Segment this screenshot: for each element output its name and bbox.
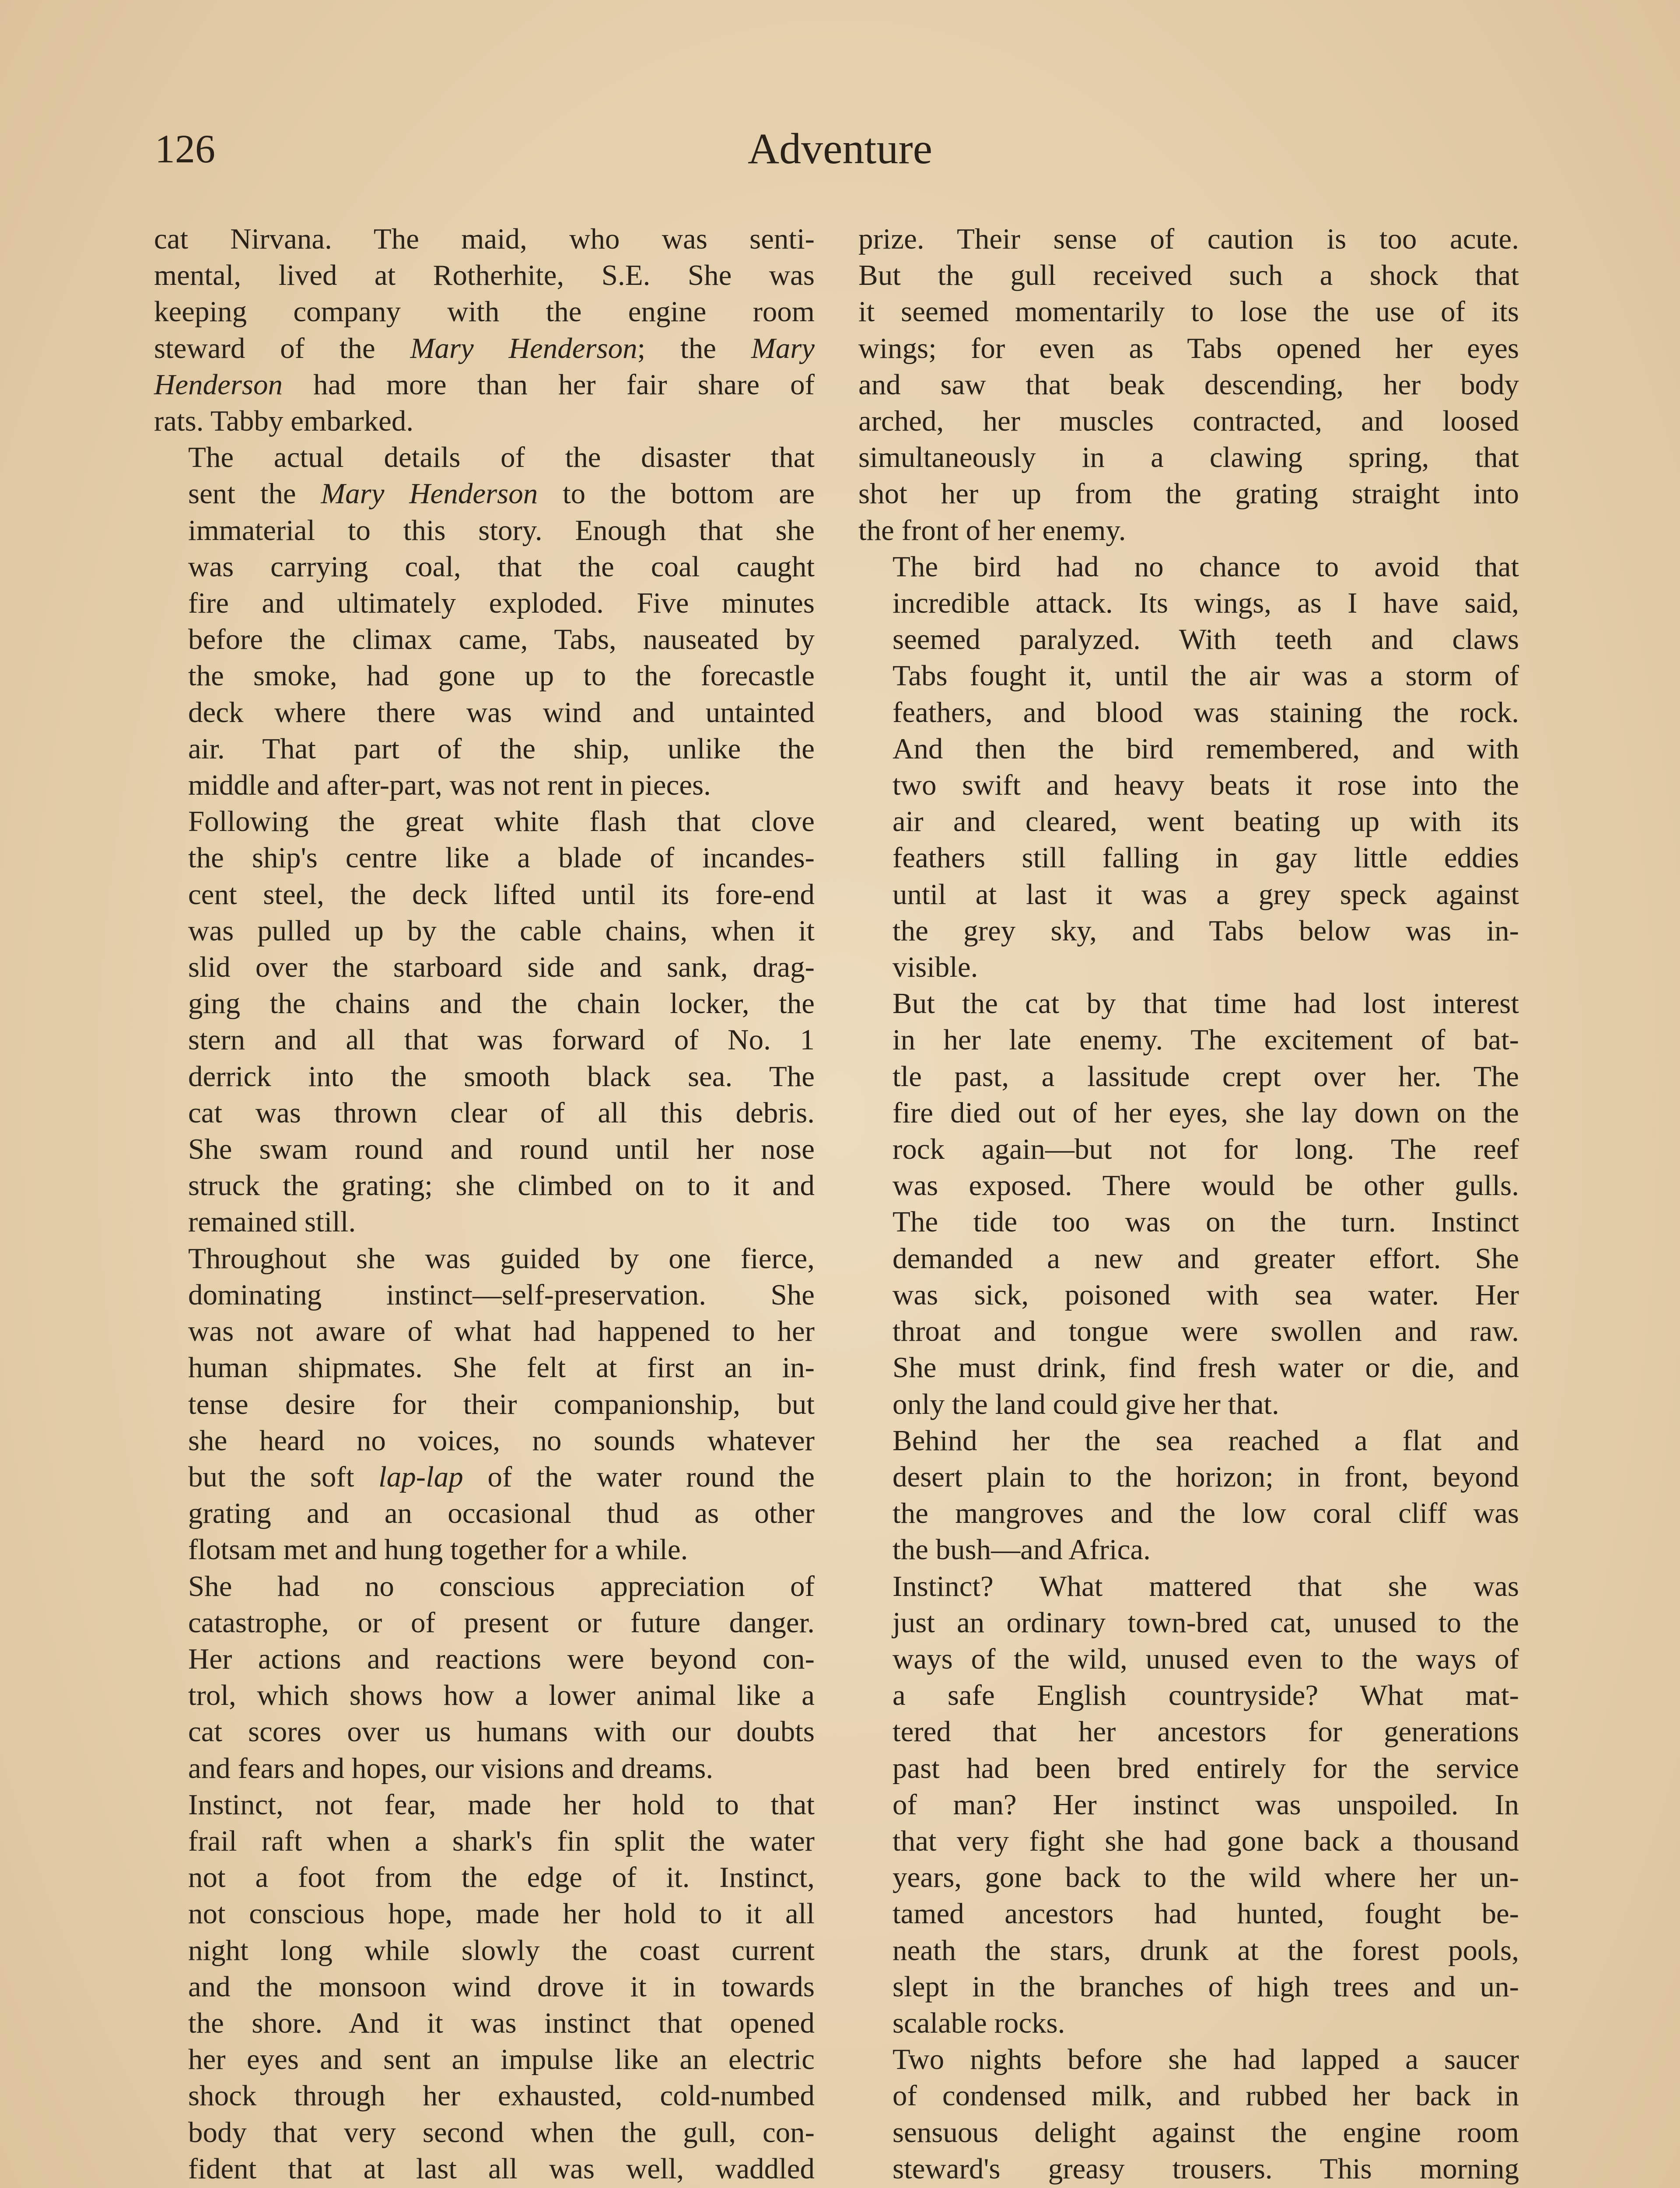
text-line: But the cat by that time had lost interest [892,987,1519,1020]
text-line: trol, which shows how a lower animal like a [188,1679,815,1712]
text-line: deck where there was wind and untainted [188,696,815,729]
text-line: cat was thrown clear of all this debris. [188,1096,815,1129]
paragraph [154,439,815,803]
text-line: seemed paralyzed. With teeth and claws [892,623,1519,656]
text-line: The tide too was on the turn. Instinct [892,1206,1519,1238]
text-line: rock again—but not for long. The reef [892,1133,1519,1166]
text-line: The bird had no chance to avoid that [892,550,1519,583]
text-line: tense desire for their companionship, but [188,1388,815,1420]
text-line: cent steel, the deck lifted until its fore-end [188,878,815,911]
text-line: night long while slowly the coast current [188,1934,815,1967]
text-line: was carrying coal, that the coal caught [188,550,815,583]
text-line: frail raft when a shark's fin split the water [188,1824,815,1857]
text-line: of man? Her instinct was unspoiled. In [892,1788,1519,1821]
text-line: feathers still falling in gay little eddies [892,842,1519,874]
text-line: cat Nirvana. The maid, who was senti- [154,223,815,255]
text-line: shot her up from the grating straight into [858,477,1519,510]
text-line: was pulled up by the cable chains, when it [188,914,815,947]
text-line: demanded a new and greater effort. She [892,1242,1519,1275]
paragraph [154,1241,815,1568]
italic-name: lap-lap [378,1460,463,1493]
paragraph [154,221,815,439]
text-line: slid over the starboard side and sank, drag- [188,951,815,984]
italic-name: Mary Henderson [410,332,637,365]
text-line: simultaneously in a clawing spring, that [858,441,1519,474]
text-line: years, gone back to the wild where her un- [892,1861,1519,1894]
text-line: in her late enemy. The excitement of bat- [892,1024,1519,1056]
text-line: Throughout she was guided by one fierce, [188,1242,815,1275]
text-line: not conscious hope, made her hold to it all [188,1897,815,1930]
text-line: rats. Tabby embarked. [154,405,414,438]
text-line: of condensed milk, and rubbed her back in [892,2079,1519,2112]
text-line: ging the chains and the chain locker, the [188,987,815,1020]
text-line: sent the Mary Henderson to the bottom are [188,477,815,510]
text-line: body that very second when the gull, con- [188,2116,815,2149]
text-line: fire died out of her eyes, she lay down on the [892,1096,1519,1129]
text-line: tamed ancestors had hunted, fought be- [892,1897,1519,1930]
text-line: her eyes and sent an impulse like an electric [188,2043,815,2076]
text-line: desert plain to the horizon; in front, beyond [892,1460,1519,1493]
text-line: the ship's centre like a blade of incandes- [188,842,815,874]
paragraph [858,2041,1519,2188]
text-line: She had no conscious appreciation of [188,1570,815,1602]
text-line: steward of the Mary Henderson; the Mary [154,332,815,365]
text-line: flotsam met and hung together for a while. [188,1533,688,1566]
paragraph [154,1787,815,2188]
paragraph [858,549,1519,985]
text-line: But the gull received such a shock that [858,259,1519,292]
text-line: fident that at last all was well, waddled [188,2152,815,2185]
paragraph [858,1423,1519,1568]
text-line: the front of her enemy. [858,514,1126,547]
text-line: was exposed. There would be other gulls. [892,1169,1519,1202]
text-line: Behind her the sea reached a flat and [892,1424,1519,1457]
text-line: was not aware of what had happened to her [188,1315,815,1348]
text-line: ways of the wild, unused even to the ways of [892,1642,1519,1675]
text-line: the smoke, had gone up to the forecastle [188,659,815,692]
text-line: middle and after-part, was not rent in pieces. [188,769,711,802]
text-line: she heard no voices, no sounds whatever [188,1424,815,1457]
text-line: the grey sky, and Tabs below was in- [892,914,1519,947]
text-line: the bush—and Africa. [892,1533,1151,1566]
text-line: visible. [892,951,978,984]
text-line: it seemed momentarily to lose the use of its [858,295,1519,328]
text-line: scalable rocks. [892,2006,1065,2039]
text-line: steward's greasy trousers. This morning [892,2152,1519,2185]
text-line: human shipmates. She felt at first an in- [188,1351,815,1384]
text-line: two swift and heavy beats it rose into the [892,769,1519,802]
right-column [858,221,1519,2188]
text-line: cat scores over us humans with our doubts [188,1715,815,1748]
text-line: struck the grating; she climbed on to it and [188,1169,815,1202]
text-line: slept in the branches of high trees and un- [892,1970,1519,2003]
text-line: tle past, a lassitude crept over her. The [892,1060,1519,1093]
text-line: stern and all that was forward of No. 1 [188,1024,815,1056]
text-line: feathers, and blood was staining the rock. [892,696,1519,729]
text-line: a safe English countryside? What mat- [892,1679,1519,1712]
text-line: derrick into the smooth black sea. The [188,1060,815,1093]
paragraph [858,985,1519,1422]
text-line: not a foot from the edge of it. Instinct, [188,1861,815,1894]
text-line: Henderson had more than her fair share of [154,368,815,401]
paragraph [154,803,815,1240]
text-line: past had been bred entirely for the service [892,1752,1519,1785]
text-line: throat and tongue were swollen and raw. [892,1315,1519,1348]
text-line: And then the bird remembered, and with [892,732,1519,765]
paragraph [154,1568,815,1787]
italic-name: Mary Henderson [321,477,538,510]
text-line: incredible attack. Its wings, as I have said, [892,587,1519,620]
text-line: tered that her ancestors for generations [892,1715,1519,1748]
text-line: remained still. [188,1206,356,1238]
text-line: was sick, poisoned with sea water. Her [892,1278,1519,1311]
text-line: catastrophe, or of present or future danger. [188,1606,815,1639]
text-line: Following the great white flash that clove [188,805,815,838]
running-title: Adventure [747,124,933,173]
text-line: sensuous delight against the engine room [892,2116,1519,2149]
text-line: mental, lived at Rotherhite, S.E. She was [154,259,815,292]
text-line: prize. Their sense of caution is too acute. [858,223,1519,255]
text-line: shock through her exhausted, cold-numbed [188,2079,815,2112]
text-line: air. That part of the ship, unlike the [188,732,815,765]
text-line: arched, her muscles contracted, and loosed [858,405,1519,438]
text-line: air and cleared, went beating up with its [892,805,1519,838]
italic-name: Mary [751,332,815,365]
italic-name: Henderson [154,368,283,401]
text-line: just an ordinary town-bred cat, unused to the [892,1606,1519,1639]
left-column [154,221,815,2188]
text-line: the mangroves and the low coral cliff was [892,1497,1519,1530]
text-line: Tabs fought it, until the air was a storm of [892,659,1519,692]
text-line: and fears and hopes, our visions and dreams. [188,1752,714,1785]
text-line: grating and an occasional thud as other [188,1497,815,1530]
text-line: until at last it was a grey speck against [892,878,1519,911]
text-line: Instinct, not fear, made her hold to that [188,1788,815,1821]
text-line: immaterial to this story. Enough that she [188,514,815,547]
text-line: She swam round and round until her nose [188,1133,815,1166]
text-line: fire and ultimately exploded. Five minutes [188,587,815,620]
paragraph [858,221,1519,549]
text-line: wings; for even as Tabs opened her eyes [858,332,1519,365]
text-line: The actual details of the disaster that [188,441,815,474]
text-line: only the land could give her that. [892,1388,1279,1420]
text-line: that very fight she had gone back a thousand [892,1824,1519,1857]
page-number: 126 [155,126,215,171]
text-line: and saw that beak descending, her body [858,368,1519,401]
text-line: the shore. And it was instinct that opened [188,2006,815,2039]
text-line: keeping company with the engine room [154,295,815,328]
text-line: dominating instinct—self-preservation. She [188,1278,815,1311]
text-line: before the climax came, Tabs, nauseated by [188,623,815,656]
text-line: neath the stars, drunk at the forest pools, [892,1934,1519,1967]
text-line: but the soft lap-lap of the water round the [188,1460,815,1493]
text-line: Her actions and reactions were beyond con- [188,1642,815,1675]
paragraph [858,1568,1519,2042]
text-line: Two nights before she had lapped a saucer [892,2043,1519,2076]
text-line: and the monsoon wind drove it in towards [188,1970,815,2003]
text-line: Instinct? What mattered that she was [892,1570,1519,1602]
text-line: She must drink, find fresh water or die, and [892,1351,1519,1384]
